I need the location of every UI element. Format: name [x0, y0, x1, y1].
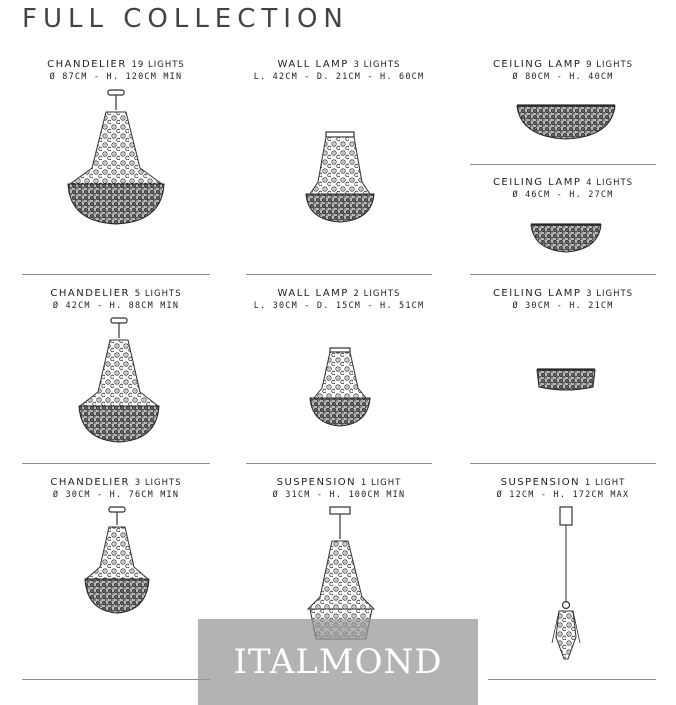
- product-label-chandelier-19: [22, 59, 210, 82]
- product-label-wall-lamp-2: [246, 288, 432, 311]
- ceiling-lamp-9-lights-drawing: [515, 103, 617, 141]
- product-label-chandelier-3: [22, 477, 210, 500]
- product-dimensions: Ø 30CM - H. 76CM MIN: [52, 490, 180, 500]
- divider-rule: [246, 463, 432, 464]
- product-label-suspension-31: [246, 477, 432, 500]
- product-lights: 5 LIGHTS: [134, 289, 182, 299]
- product-lights: 19 LIGHTS: [131, 60, 185, 70]
- suspension-12cm-drawing: [548, 505, 584, 665]
- product-lights: 4 LIGHTS: [586, 178, 634, 188]
- divider-rule: [22, 463, 210, 464]
- product-lights: 3 LIGHTS: [353, 60, 401, 70]
- product-dimensions: L. 42CM - D. 21CM - H. 60CM: [253, 72, 425, 82]
- product-label-ceiling-lamp-9: [470, 59, 656, 82]
- product-name: CEILING LAMP: [492, 288, 582, 299]
- product-lights: 3 LIGHTS: [586, 289, 634, 299]
- product-dimensions: Ø 30CM - H. 21CM: [512, 301, 614, 311]
- product-label-ceiling-lamp-3: [470, 288, 656, 311]
- divider-rule: [470, 274, 656, 275]
- wall-lamp-3-lights-drawing: [304, 132, 376, 224]
- product-name: SUSPENSION: [276, 477, 357, 488]
- product-lights: 1 LIGHT: [584, 478, 626, 488]
- page-title: FULL COLLECTION: [22, 4, 349, 34]
- product-lights: 1 LIGHT: [360, 478, 402, 488]
- divider-rule: [470, 463, 656, 464]
- chandelier-3-lights-drawing: [84, 505, 150, 615]
- watermark-overlay: [198, 619, 478, 705]
- divider-rule: [22, 679, 210, 680]
- watermark-text: ITALMOND: [233, 642, 443, 682]
- chandelier-19-lights-drawing: [66, 88, 166, 228]
- divider-rule: [246, 274, 432, 275]
- product-label-wall-lamp-3: [246, 59, 432, 82]
- chandelier-5-lights-drawing: [78, 316, 160, 446]
- product-lights: 2 LIGHTS: [353, 289, 401, 299]
- wall-lamp-2-lights-drawing: [308, 348, 372, 428]
- product-label-chandelier-5: [22, 288, 210, 311]
- product-name: SUSPENSION: [500, 477, 581, 488]
- product-label-ceiling-lamp-4: [470, 177, 656, 200]
- product-lights: 3 LIGHTS: [134, 478, 182, 488]
- product-dimensions: Ø 87CM - H. 120CM MIN: [49, 72, 183, 82]
- divider-rule: [22, 274, 210, 275]
- divider-rule: [470, 164, 656, 165]
- product-name: CHANDELIER: [50, 288, 131, 299]
- product-dimensions: Ø 12CM - H. 172CM MAX: [496, 490, 630, 500]
- product-name: CEILING LAMP: [492, 177, 582, 188]
- product-dimensions: Ø 31CM - H. 100CM MIN: [272, 490, 406, 500]
- product-dimensions: Ø 42CM - H. 88CM MIN: [52, 301, 180, 311]
- product-dimensions: Ø 46CM - H. 27CM: [512, 190, 614, 200]
- product-lights: 9 LIGHTS: [586, 60, 634, 70]
- product-name: WALL LAMP: [277, 288, 349, 299]
- product-name: CEILING LAMP: [492, 59, 582, 70]
- product-dimensions: Ø 80CM - H. 40CM: [512, 72, 614, 82]
- product-name: CHANDELIER: [50, 477, 131, 488]
- product-dimensions: L. 30CM - D. 15CM - H. 51CM: [253, 301, 425, 311]
- divider-rule: [488, 679, 656, 680]
- product-label-suspension-12: [470, 477, 656, 500]
- ceiling-lamp-4-lights-drawing: [529, 222, 603, 254]
- product-name: CHANDELIER: [47, 59, 127, 70]
- ceiling-lamp-3-lights-drawing: [535, 367, 597, 395]
- product-name: WALL LAMP: [277, 59, 349, 70]
